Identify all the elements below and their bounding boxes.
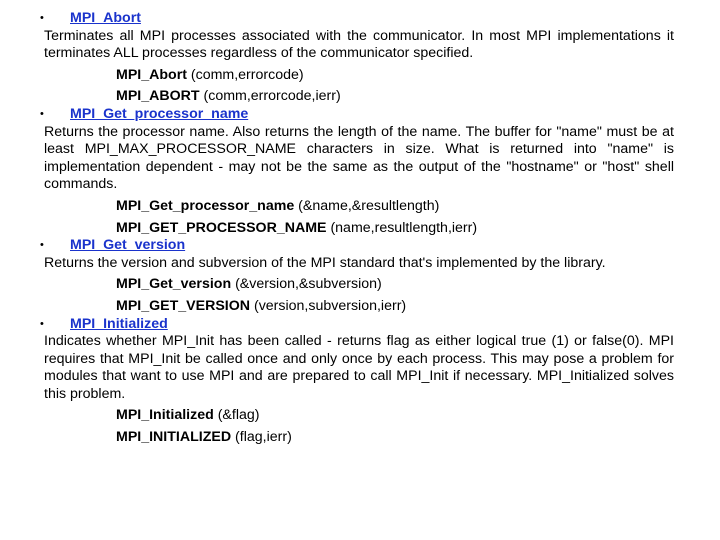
link-mpi-abort[interactable]: MPI_Abort	[70, 10, 141, 26]
signature-fortran	[44, 220, 674, 238]
signature-fortran-args: (version,subversion,ierr)	[250, 297, 407, 314]
entry-heading	[40, 10, 674, 28]
signature-fortran	[44, 298, 674, 316]
signature-c-name: MPI_Get_version	[116, 276, 232, 293]
bullet-icon: •	[40, 239, 44, 252]
signature-c	[44, 198, 674, 216]
entry-mpi-get-processor-name	[40, 105, 674, 237]
signature-fortran-args: (flag,ierr)	[231, 429, 292, 446]
signature-c-args: (&flag)	[213, 407, 260, 424]
link-mpi-get-processor-name[interactable]: MPI_Get_processor_name	[70, 105, 249, 122]
signature-fortran-args: (comm,errorcode,ierr)	[199, 88, 341, 105]
bullet-icon: •	[40, 12, 44, 24]
bullet-icon: •	[40, 107, 44, 120]
entry-description: Returns the processor name. Also returns the length of the name. The buffer for "name" must be at least MPI_MAX_PROCESSOR_NAME characters in size. What is returned into "name" is implementation dependent - may not be the same as the output of the "hostname" or "host" shell commands.	[44, 123, 674, 193]
entry-description: Indicates whether MPI_Init has been called - returns flag as either logical true (1) or false(0). MPI requires that MPI_Init be called once and only once by each process. This may pose a problem for modules that want to use MPI and are prepared to call MPI_Init if necessary. MPI_Initialized solves this problem.	[44, 333, 674, 402]
entry-heading	[40, 237, 674, 255]
entry-description: Terminates all MPI processes associated with the communicator. In most MPI implementations it terminates ALL processes regardless of the communicator specified.	[44, 27, 674, 62]
signature-c-args: (comm,errorcode)	[186, 66, 304, 83]
signature-fortran	[44, 88, 674, 106]
signature-c	[44, 407, 674, 425]
signature-fortran-name: MPI_GET_PROCESSOR_NAME	[116, 219, 327, 236]
signature-fortran-name: MPI_INITIALIZED	[116, 429, 232, 446]
signature-c	[44, 67, 674, 85]
signature-fortran-name: MPI_GET_VERSION	[116, 297, 251, 314]
entry-mpi-abort	[40, 10, 674, 106]
entry-heading	[40, 315, 674, 334]
signature-c-name: MPI_Get_processor_name	[116, 197, 295, 214]
document-page	[40, 10, 674, 447]
signature-c-name: MPI_Abort	[116, 66, 187, 83]
link-mpi-get-version[interactable]: MPI_Get_version	[70, 237, 186, 254]
entry-description: Returns the version and subversion of the MPI standard that's implemented by the library.	[44, 254, 606, 271]
bullet-icon: •	[40, 317, 44, 330]
signature-fortran-name: MPI_ABORT	[116, 88, 200, 105]
signature-c-args: (&version,&subversion)	[231, 276, 382, 293]
entry-mpi-initialized	[40, 315, 674, 447]
signature-c-args: (&name,&resultlength)	[294, 197, 440, 214]
signature-c	[44, 276, 674, 294]
signature-fortran	[44, 429, 674, 447]
link-mpi-initialized[interactable]: MPI_Initialized	[70, 315, 168, 332]
entry-mpi-get-version	[40, 237, 674, 315]
signature-c-name: MPI_Initialized	[116, 407, 214, 424]
signature-fortran-args: (name,resultlength,ierr)	[326, 219, 478, 236]
entry-heading	[40, 105, 674, 124]
